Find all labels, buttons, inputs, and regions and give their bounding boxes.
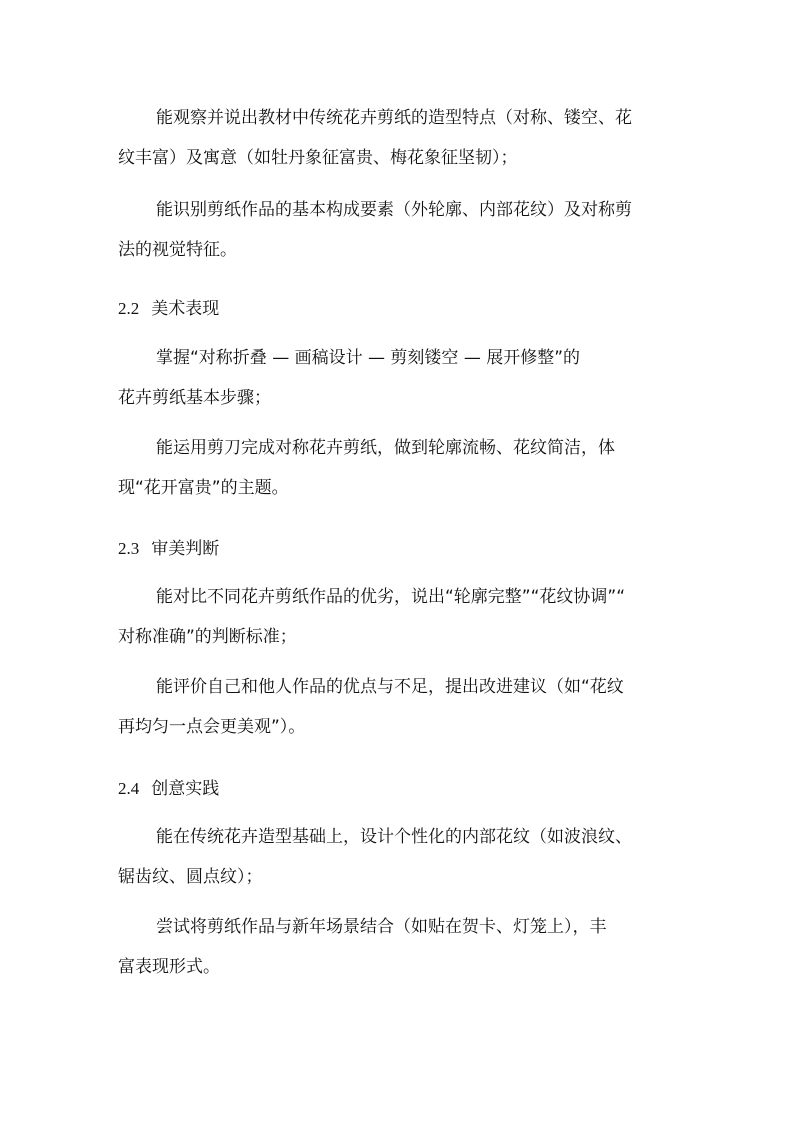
section-heading-2-3	[118, 537, 219, 561]
paragraph-line: 法的视觉特征。	[118, 240, 237, 260]
paragraph-basic-steps	[118, 338, 676, 418]
paragraph-observe-features	[118, 98, 676, 178]
paragraph-combine-scenes	[118, 907, 676, 987]
paragraph-line: 花卉剪纸基本步骤；	[118, 388, 271, 408]
paragraph-line: 锯齿纹、圆点纹）；	[118, 867, 263, 887]
section-title: 审美判断	[151, 539, 220, 559]
section-heading-2-4	[118, 777, 219, 801]
section-number: 2.3	[118, 539, 140, 558]
paragraph-use-scissors	[118, 428, 676, 508]
paragraph-line: 能识别剪纸作品的基本构成要素（外轮廓、内部花纹）及对称剪	[156, 200, 632, 220]
paragraph-line: 能运用剪刀完成对称花卉剪纸，做到轮廓流畅、花纹简洁，体	[156, 438, 615, 458]
paragraph-line: 掌握“对称折叠 — 画稿设计 — 剪刻镂空 — 展开修整”的	[156, 348, 581, 368]
paragraph-line: 能评价自己和他人作品的优点与不足，提出改进建议（如“花纹	[156, 677, 624, 697]
paragraph-line: 再均匀一点会更美观”）。	[118, 717, 306, 737]
section-title: 创意实践	[151, 779, 220, 799]
paragraph-line: 能观察并说出教材中传统花卉剪纸的造型特点（对称、镂空、花	[156, 108, 632, 128]
paragraph-line: 纹丰富）及寓意（如牡丹象征富贵、梅花象征坚韧）；	[118, 148, 518, 168]
section-title: 美术表现	[151, 299, 220, 319]
paragraph-compare-works	[118, 577, 676, 657]
paragraph-evaluate-works	[118, 667, 676, 747]
paragraph-line: 能在传统花卉造型基础上，设计个性化的内部花纹（如波浪纹、	[156, 827, 632, 847]
section-number: 2.2	[118, 299, 140, 318]
paragraph-line: 能对比不同花卉剪纸作品的优劣，说出“轮廓完整”“花纹协调”“	[156, 587, 626, 607]
paragraph-line: 对称准确”的判断标准；	[118, 627, 297, 647]
paragraph-design-patterns	[118, 817, 676, 897]
paragraph-identify-elements	[118, 190, 676, 270]
paragraph-line: 富表现形式。	[118, 957, 220, 977]
section-number: 2.4	[118, 779, 140, 798]
paragraph-line: 尝试将剪纸作品与新年场景结合（如贴在贺卡、灯笼上），丰	[156, 917, 607, 937]
section-heading-2-2	[118, 297, 219, 321]
paragraph-line: 现“花开富贵”的主题。	[118, 478, 289, 498]
